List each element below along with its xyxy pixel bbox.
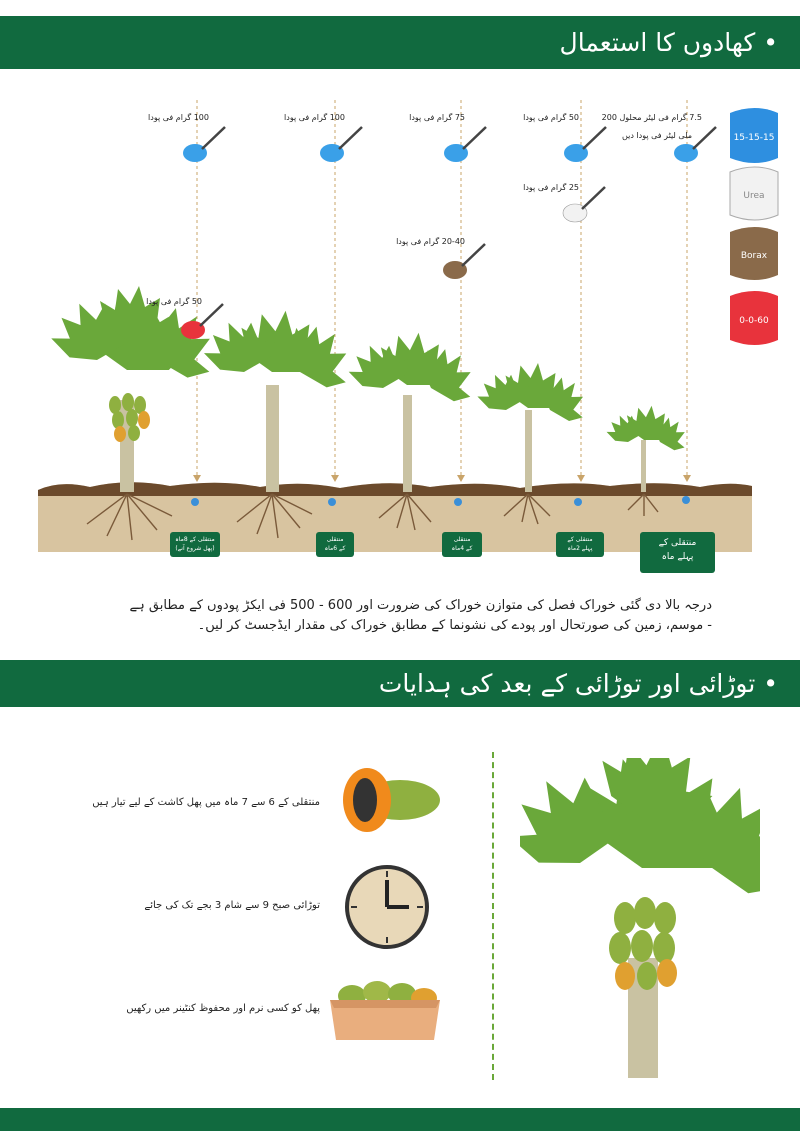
harvest-tip: توڑائی صبح 9 سے شام 3 بجے تک کی جائے (144, 900, 320, 911)
scoop-icon (183, 127, 225, 162)
stage-box: منتقلی کے پہلے ماہ (640, 532, 715, 573)
fruit-cluster (109, 393, 150, 442)
fertilizer-bag-borax (730, 227, 778, 280)
dose-label: 50 گرام فی پودا (146, 297, 202, 306)
fertilizer-bag-npk (730, 108, 778, 163)
tree-canopy-3 (343, 331, 486, 407)
clock-icon (342, 862, 432, 952)
section-title-harvest: • توڑائی اور توڑائی کے بعد کی ہدایات (378, 669, 778, 698)
scoop-icon (563, 187, 605, 222)
fertilizer-note: درجہ بالا دی گئی خوراک فصل کی متوازن خوراک کی ضرورت اور 600 - 500 فی ایکڑ پودوں کے مطابق ہے - موسم، زمین کی صورتحال اور پودے کی نشونما کے مطابق خوراک کی مقدار ایڈجسٹ کر لیں۔ (129, 598, 712, 633)
harvest-tip: پھل کو کسی نرم اور محفوظ کنٹینر میں رکھیں (126, 1003, 320, 1014)
section-header-fertilizer (0, 16, 800, 69)
papaya-fruit-icon (335, 763, 445, 843)
dose-label: 75 گرام فی پودا (409, 113, 465, 122)
svg-text:Borax: Borax (740, 251, 768, 261)
tree-canopy-2 (197, 306, 364, 394)
footer-band (0, 1108, 800, 1131)
tree-canopy-5 (603, 406, 694, 454)
dose-label: ملی لیٹر فی پودا دیں (622, 131, 692, 140)
scoop-icon (564, 127, 606, 162)
stage-box: منتقلی کے 8ماہ (پھل شروع آنے) (170, 532, 220, 557)
stage-box: منتقلی کے 4ماہ (442, 532, 482, 557)
stage-box: منتقلی کے پہلے 2ماہ (556, 532, 604, 557)
scoop-icon (320, 127, 362, 162)
svg-text:0-0-60: 0-0-60 (739, 316, 769, 326)
dose-label: 100 گرام فی پودا (148, 113, 209, 122)
dose-label: 7.5 گرام فی لیٹر محلول 200 (601, 113, 702, 122)
fertilizer-bag-urea (730, 167, 778, 220)
dose-label: 50 گرام فی پودا (523, 113, 579, 122)
section-header-harvest (0, 660, 800, 707)
stage-box: منتقلی کے 6ماہ (316, 532, 354, 557)
dose-label: 20-40 گرام فی پودا (396, 237, 465, 246)
dose-label: 100 گرام فی پودا (284, 113, 345, 122)
tree-canopy-4 (472, 363, 595, 426)
section-title-fertilizer: • کھادوں کا استعمال (559, 28, 778, 57)
fertilizer-bag-potash (730, 291, 778, 345)
svg-text:Urea: Urea (743, 191, 765, 201)
scoop-icon (443, 244, 485, 279)
dose-label: 25 گرام فی پودا (523, 183, 579, 192)
papaya-tree-illustration (520, 758, 760, 1078)
fertilizer-diagram (0, 70, 800, 590)
svg-text:15-15-15: 15-15-15 (733, 133, 775, 143)
section-divider (492, 752, 494, 1080)
fruit-crate-icon (322, 970, 447, 1045)
scoop-icon (181, 304, 223, 339)
scoop-icon (444, 127, 486, 162)
harvest-tip: منتقلی کے 6 سے 7 ماہ میں پھل کاشت کے لیے تیار ہیں (92, 797, 320, 808)
